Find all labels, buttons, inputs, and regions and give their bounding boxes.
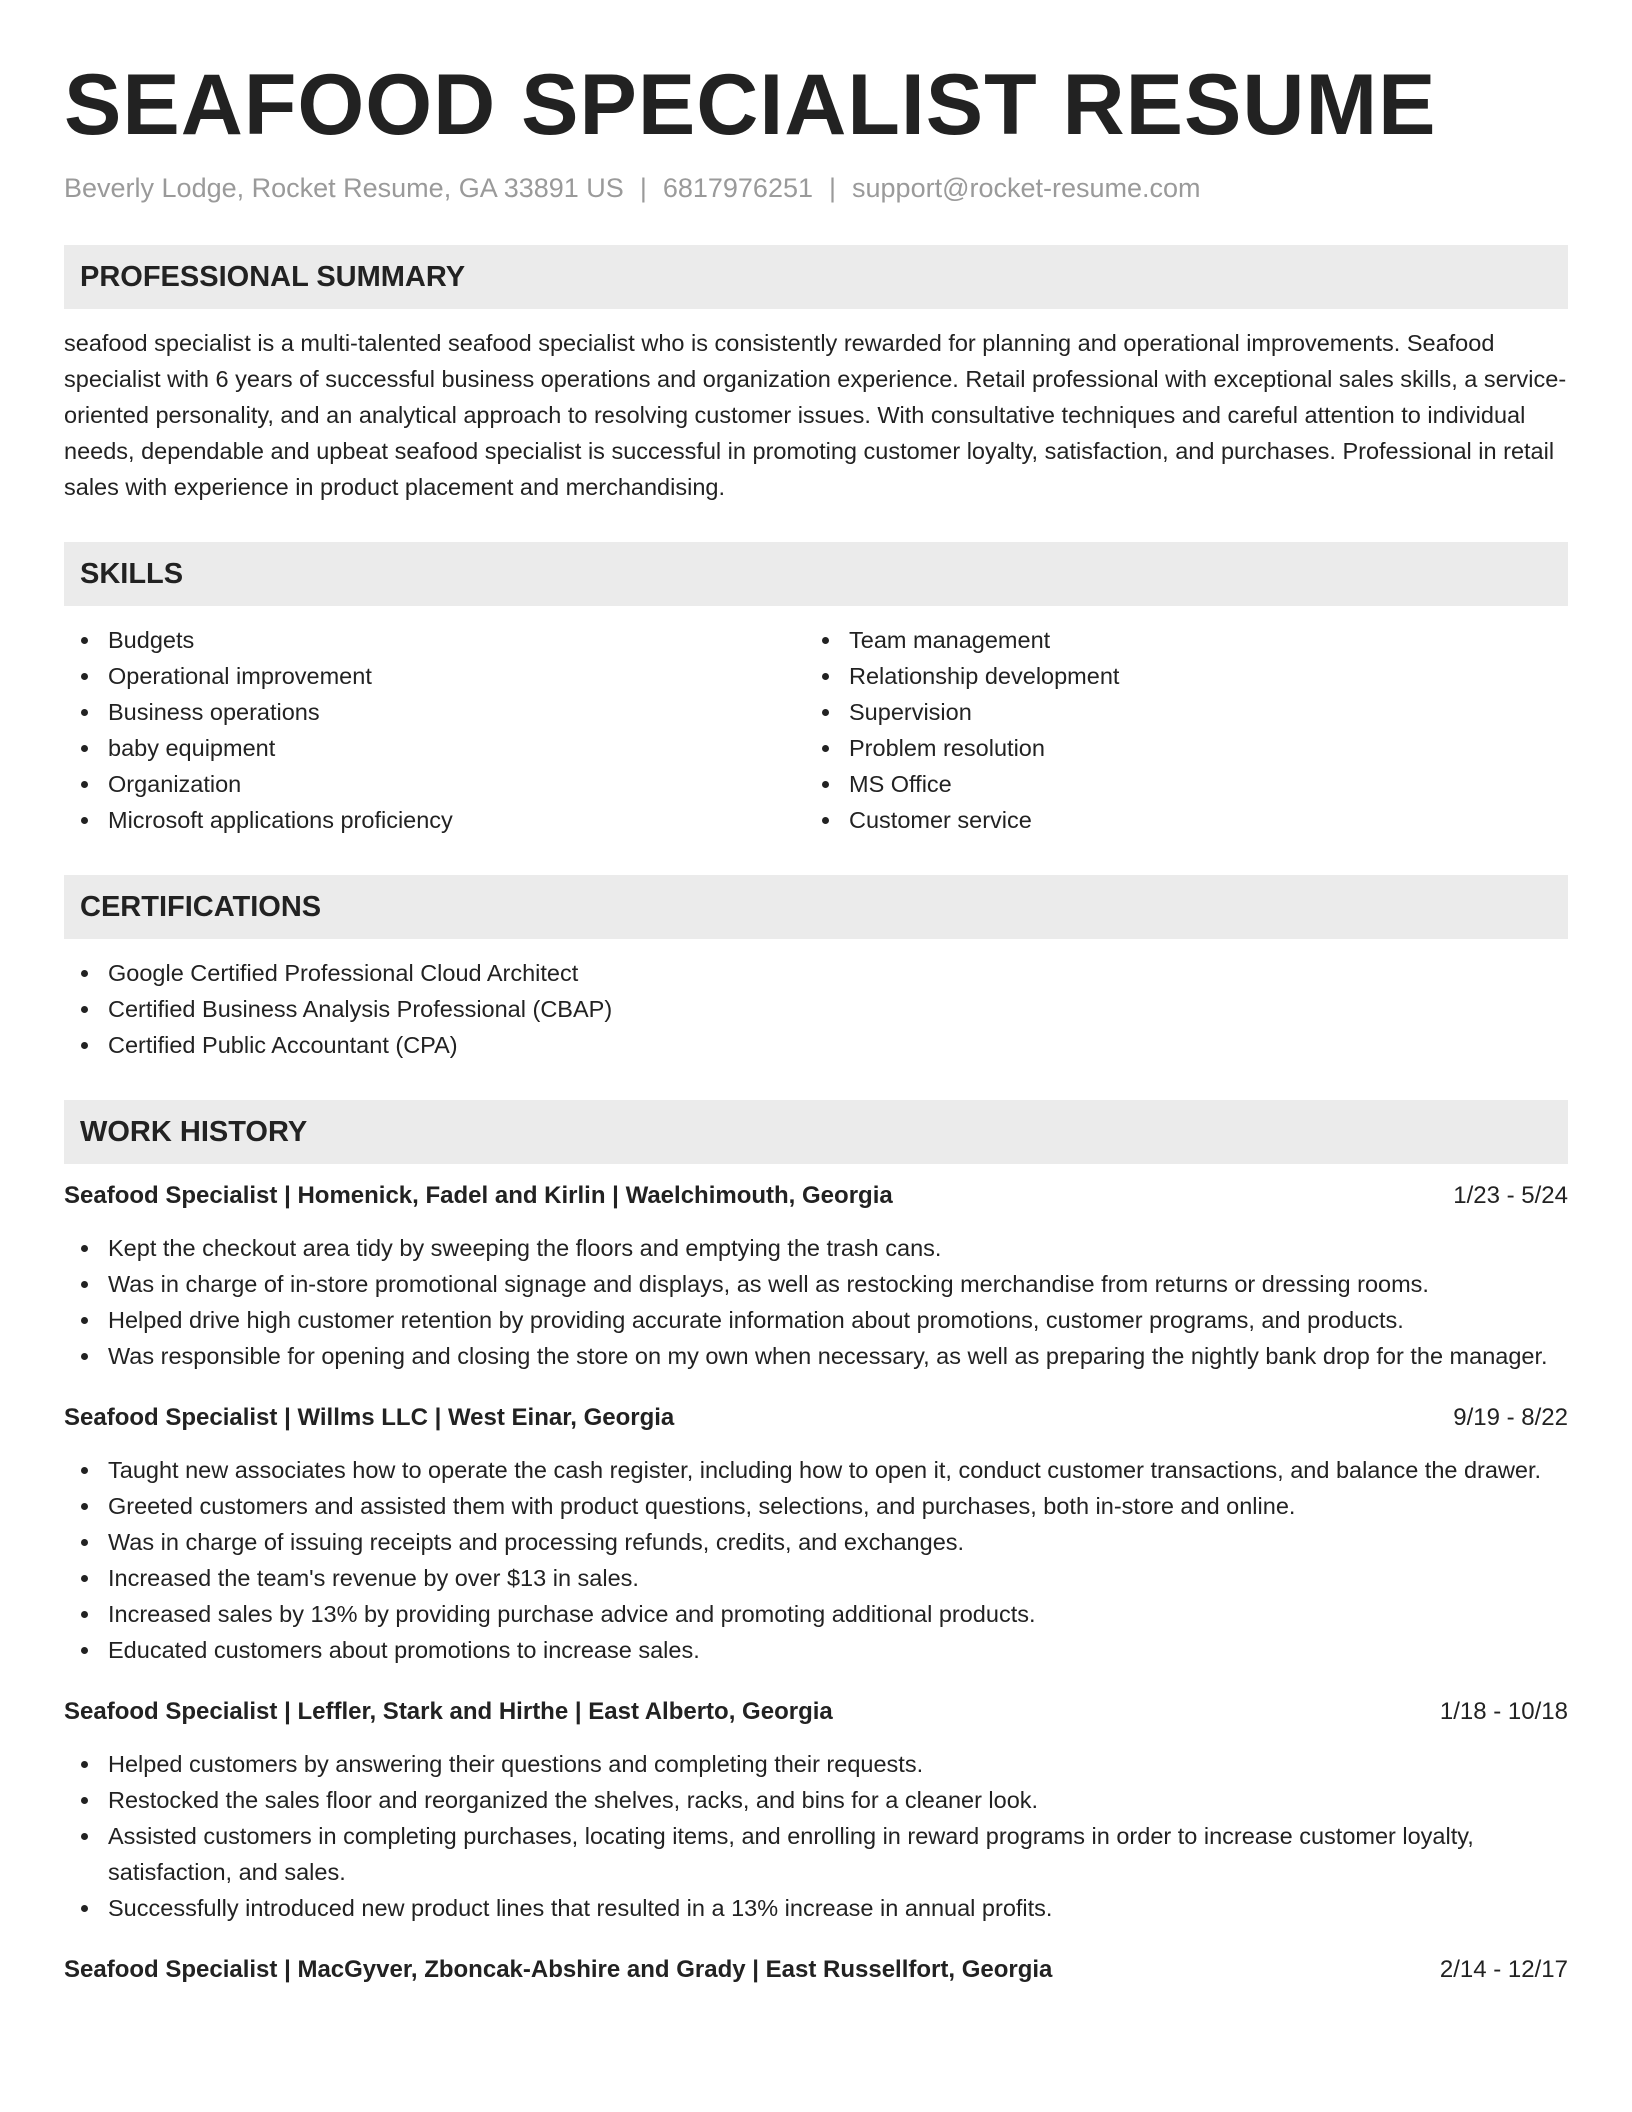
job-dates: 2/14 - 12/17 xyxy=(1439,1956,1568,1983)
job-duty: Was responsible for opening and closing the store on my own when necessary, as well as preparing the nightly bank drop for the manager. xyxy=(64,1338,1568,1374)
job-duty: Assisted customers in completing purchases, locating items, and enrolling in reward programs in order to increase customer loyalty, satisfaction, and sales. xyxy=(64,1818,1568,1890)
job-header xyxy=(64,1178,1568,1214)
certifications-list xyxy=(64,955,1568,1063)
job-dates: 9/19 - 8/22 xyxy=(1453,1404,1568,1431)
skill-item: Problem resolution xyxy=(805,730,1546,766)
resume-title: SEAFOOD SPECIALIST RESUME xyxy=(64,57,1437,153)
skills-list xyxy=(64,622,1568,838)
summary-heading: PROFESSIONAL SUMMARY xyxy=(64,245,1568,309)
job-header xyxy=(64,1400,1568,1436)
job-title: Seafood Specialist | Willms LLC | West Einar, Georgia xyxy=(64,1404,675,1431)
skill-item: Customer service xyxy=(805,802,1546,838)
job-title: Seafood Specialist | Homenick, Fadel and Kirlin | Waelchimouth, Georgia xyxy=(64,1182,893,1209)
summary-text: seafood specialist is a multi-talented seafood specialist who is consistently rewarded for planning and operational improvements. Seafood specialist with 6 years of successful business operations and organization experience. Retail professional with exceptional sales skills, a service-oriented personality, and an analytical approach to resolving customer issues. With consultative techniques and careful attention to individual needs, dependable and upbeat seafood specialist is successful in promoting customer loyalty, satisfaction, and purchases. Professional in retail sales with experience in product placement and merchandising. xyxy=(64,330,1567,500)
certification-item: Google Certified Professional Cloud Architect xyxy=(64,955,1568,991)
job-entry xyxy=(64,1952,1568,1988)
skills-column-right xyxy=(805,622,1546,838)
skill-item: baby equipment xyxy=(64,730,805,766)
job-duties xyxy=(64,1746,1568,1926)
skills-heading: SKILLS xyxy=(64,542,1568,606)
job-duty: Restocked the sales floor and reorganized the shelves, racks, and bins for a cleaner look. xyxy=(64,1782,1568,1818)
job-duty: Educated customers about promotions to increase sales. xyxy=(64,1632,1568,1668)
job-duties xyxy=(64,1452,1568,1668)
certifications-heading: CERTIFICATIONS xyxy=(64,875,1568,939)
contact-email: support@rocket-resume.com xyxy=(852,173,1201,203)
job-entry xyxy=(64,1178,1568,1374)
contact-phone: 6817976251 xyxy=(662,173,813,203)
skill-item: Budgets xyxy=(64,622,805,658)
job-title: Seafood Specialist | MacGyver, Zboncak-Abshire and Grady | East Russellfort, Georgia xyxy=(64,1956,1053,1983)
contact-separator: | xyxy=(829,173,837,203)
contact-line xyxy=(64,168,1568,208)
skills-column-left xyxy=(64,622,805,838)
job-duty: Greeted customers and assisted them with product questions, selections, and purchases, both in-store and online. xyxy=(64,1488,1568,1524)
job-duty: Taught new associates how to operate the cash register, including how to open it, conduct customer transactions, and balance the drawer. xyxy=(64,1452,1568,1488)
certification-item: Certified Business Analysis Professional (CBAP) xyxy=(64,991,1568,1027)
skill-item: Supervision xyxy=(805,694,1546,730)
job-dates: 1/23 - 5/24 xyxy=(1453,1182,1568,1209)
job-duty: Was in charge of issuing receipts and processing refunds, credits, and exchanges. xyxy=(64,1524,1568,1560)
job-duty: Increased sales by 13% by providing purchase advice and promoting additional products. xyxy=(64,1596,1568,1632)
job-duty: Was in charge of in-store promotional signage and displays, as well as restocking merchandise from returns or dressing rooms. xyxy=(64,1266,1568,1302)
job-duty: Increased the team's revenue by over $13 in sales. xyxy=(64,1560,1568,1596)
job-entry xyxy=(64,1694,1568,1926)
job-duty: Successfully introduced new product lines that resulted in a 13% increase in annual profits. xyxy=(64,1890,1568,1926)
skill-item: Organization xyxy=(64,766,805,802)
work-history-heading: WORK HISTORY xyxy=(64,1100,1568,1164)
skill-item: Microsoft applications proficiency xyxy=(64,802,805,838)
job-dates: 1/18 - 10/18 xyxy=(1439,1698,1568,1725)
contact-address: Beverly Lodge, Rocket Resume, GA 33891 US xyxy=(64,173,624,203)
skill-item: Operational improvement xyxy=(64,658,805,694)
job-duty: Kept the checkout area tidy by sweeping the floors and emptying the trash cans. xyxy=(64,1230,1568,1266)
job-duties xyxy=(64,1230,1568,1374)
job-duty: Helped drive high customer retention by providing accurate information about promotions, customer programs, and products. xyxy=(64,1302,1568,1338)
skill-item: MS Office xyxy=(805,766,1546,802)
contact-separator: | xyxy=(639,173,647,203)
job-entry xyxy=(64,1400,1568,1668)
certification-item: Certified Public Accountant (CPA) xyxy=(64,1027,1568,1063)
skill-item: Business operations xyxy=(64,694,805,730)
job-duty: Helped customers by answering their questions and completing their requests. xyxy=(64,1746,1568,1782)
skill-item: Team management xyxy=(805,622,1546,658)
job-title: Seafood Specialist | Leffler, Stark and Hirthe | East Alberto, Georgia xyxy=(64,1698,833,1725)
job-header xyxy=(64,1952,1568,1988)
skill-item: Relationship development xyxy=(805,658,1546,694)
job-header xyxy=(64,1694,1568,1730)
